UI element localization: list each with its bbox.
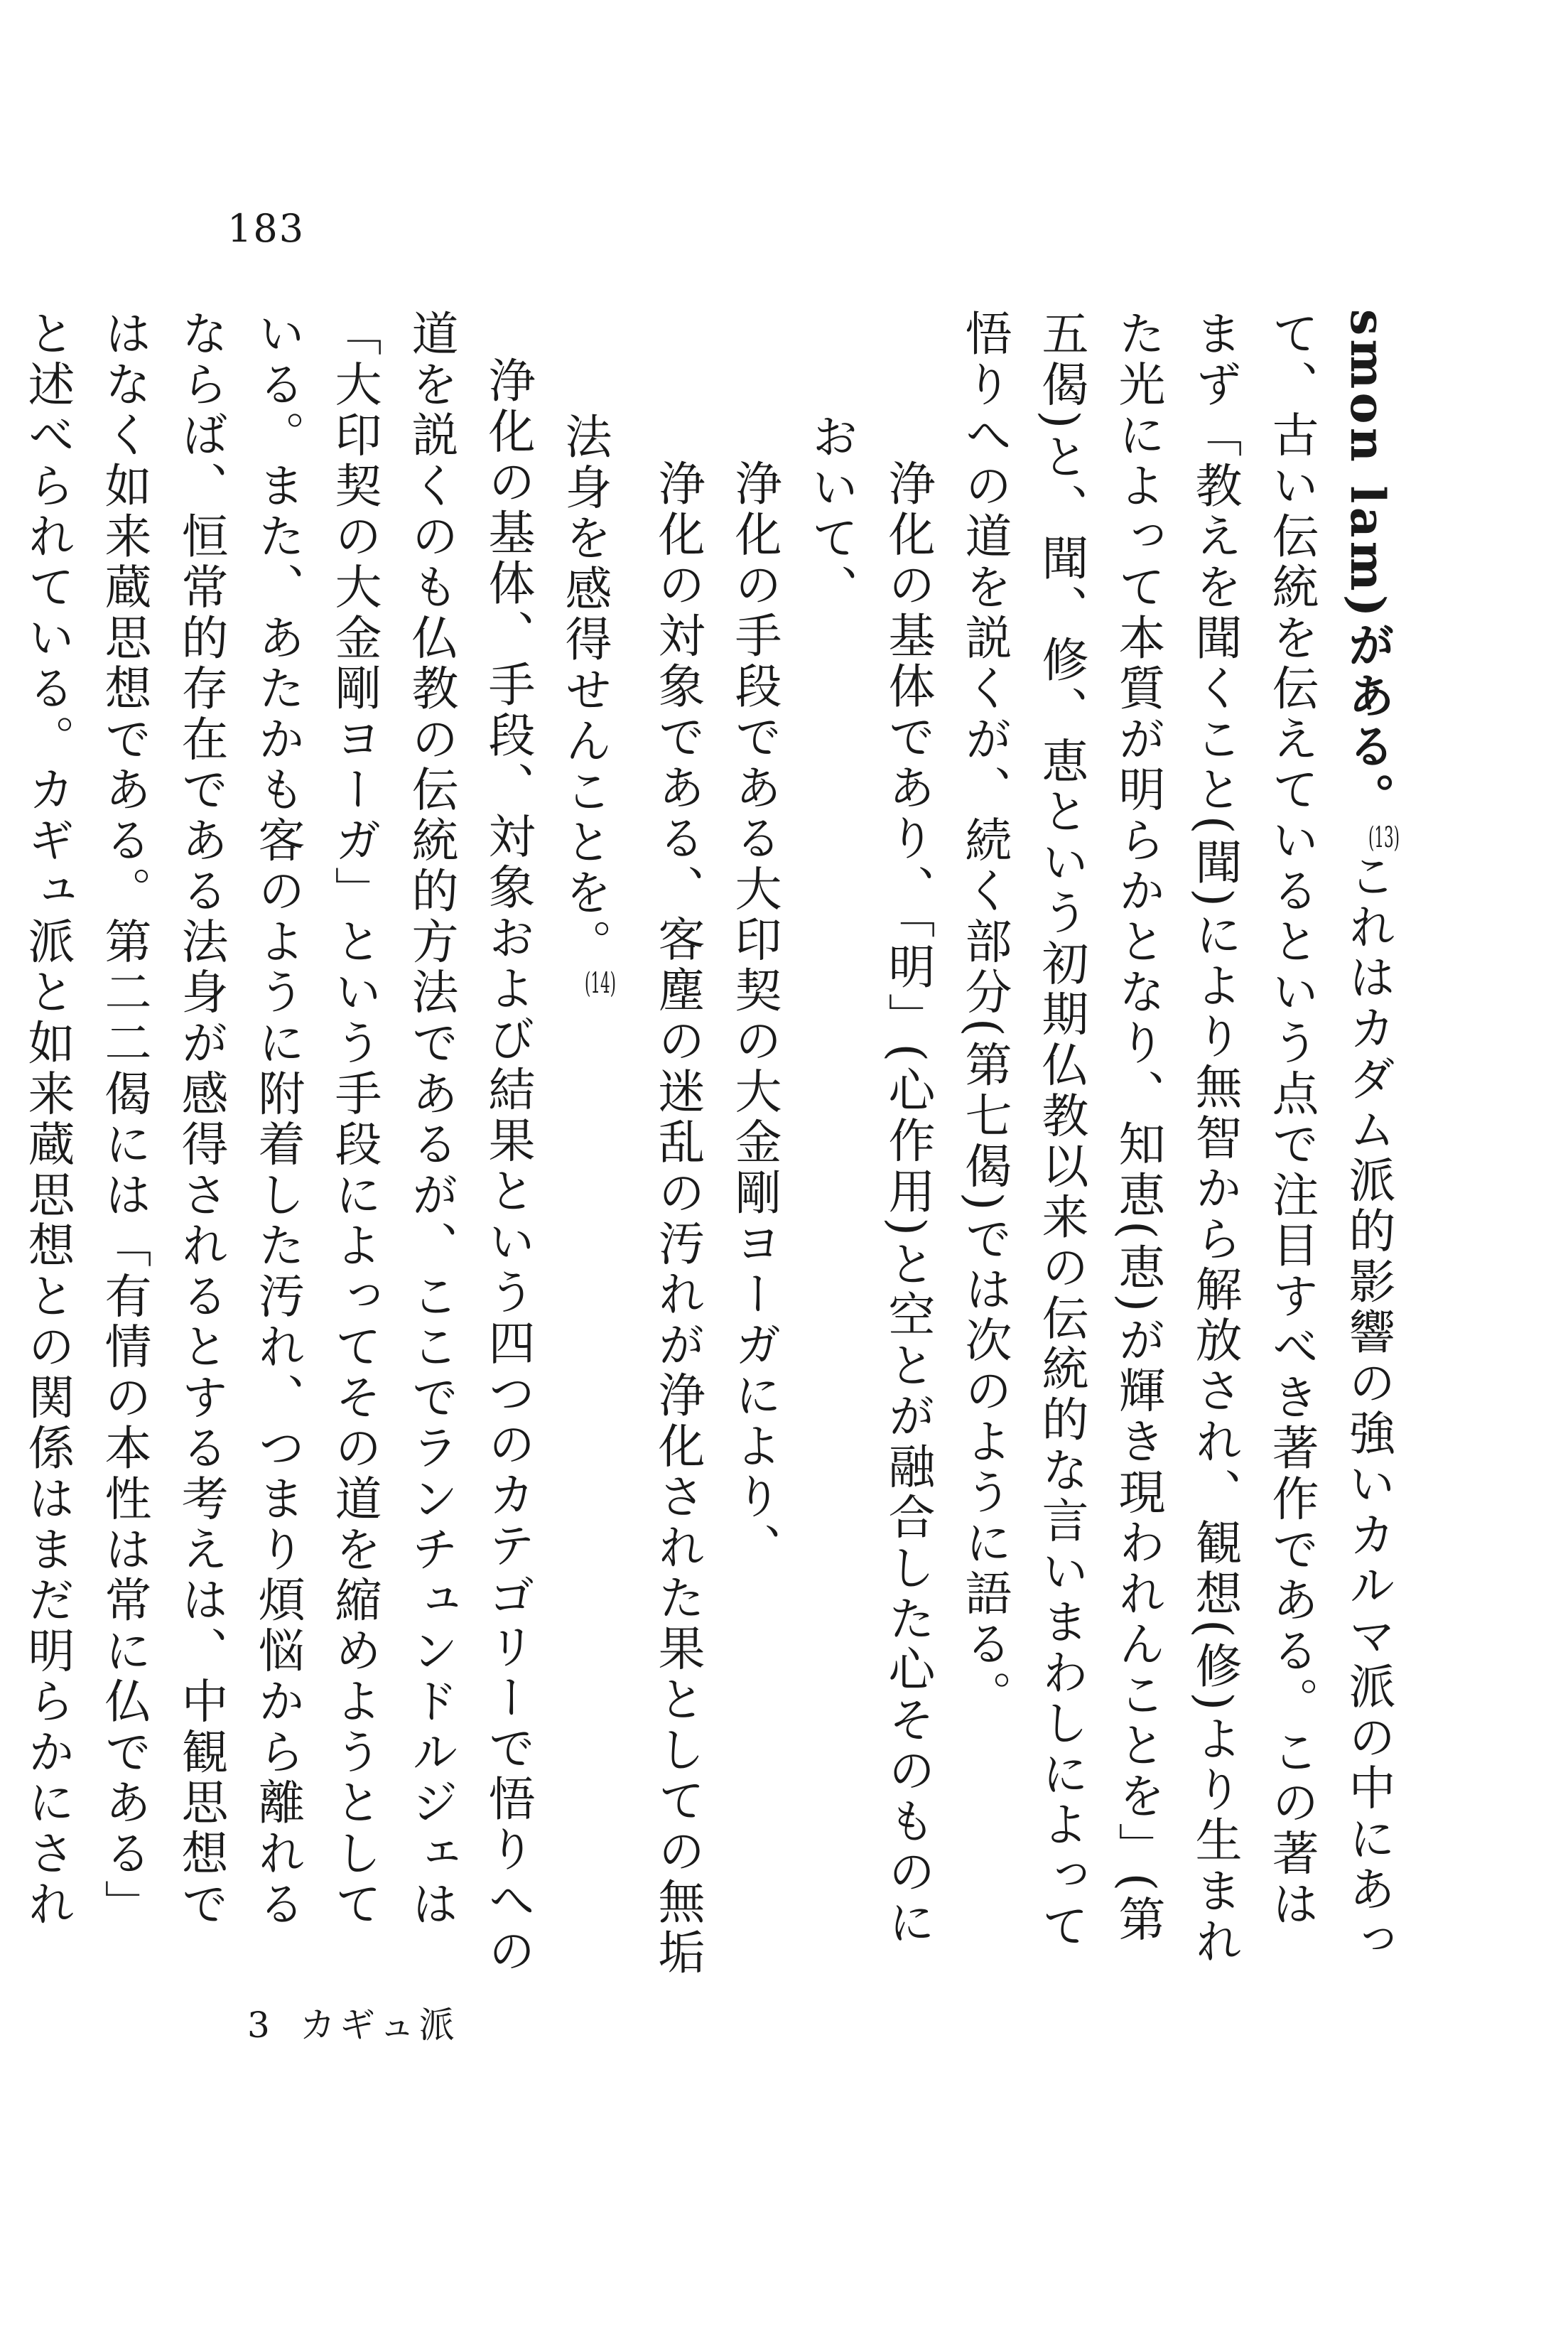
chapter-number: 3 xyxy=(247,2005,274,2046)
footnote-ref-14: (14) xyxy=(585,969,616,998)
quote-line-2: 浄化の手段である大印契の大金剛ヨーガにより、 xyxy=(727,459,782,1574)
page-number: 183 xyxy=(227,206,306,251)
quote-line-3-text: 浄化の対象である、客塵の迷乱の汚れが浄化された果としての無垢法身を感得せんことを。 xyxy=(557,412,705,1979)
paragraph-2: 浄化の基体、手段、対象および結果という四つのカテゴリーで悟りへの道を説くのも仏教の伝統的方法であるが、ここでランチュンドルジェは「大印契の大金剛ヨーガ」という手段によってその道を縮めようとしている。また、あたかも客のように附着した汚れ、つまり煩悩から離れるならば、恒常的存在である法身が感得されるとする考えは、中観思想ではなく如来蔵思想である。第二二偈には「有情の本性は常に仏である」と述べられている。カギュ派と如来蔵思想との関係はまだ明らかにされ xyxy=(20,309,535,1977)
quote-line-1: 浄化の基体であり、「明」(心作用)と空とが融合した心そのものにおいて、 xyxy=(804,412,935,1949)
running-head xyxy=(247,2005,459,2046)
footnote-ref-13: (13) xyxy=(1368,823,1400,852)
paragraph-1 xyxy=(946,309,1422,1979)
body-text xyxy=(20,309,1422,1979)
paragraph-1-text: これはカダム派的影響の強いカルマ派の中にあって、古い伝統を伝えているという点で注目すべき著作である。この著はまず「教えを聞くこと(聞)により無智から解放され、観想(修)より生まれた光によって本質が明らかとなり、知恵(恵)が輝き現われんことを」(第五偈)と、聞、修、恵という初期仏教以来の伝統的な言いまわしによって悟りへの道を説くが、続く部分(第七偈)では次のように語る。 xyxy=(957,309,1395,1968)
tibetan-title-fragment: smon lam)がある。 xyxy=(1340,309,1395,824)
quote-line-3 xyxy=(546,309,715,1979)
chapter-title: カギュ派 xyxy=(299,2005,459,2046)
